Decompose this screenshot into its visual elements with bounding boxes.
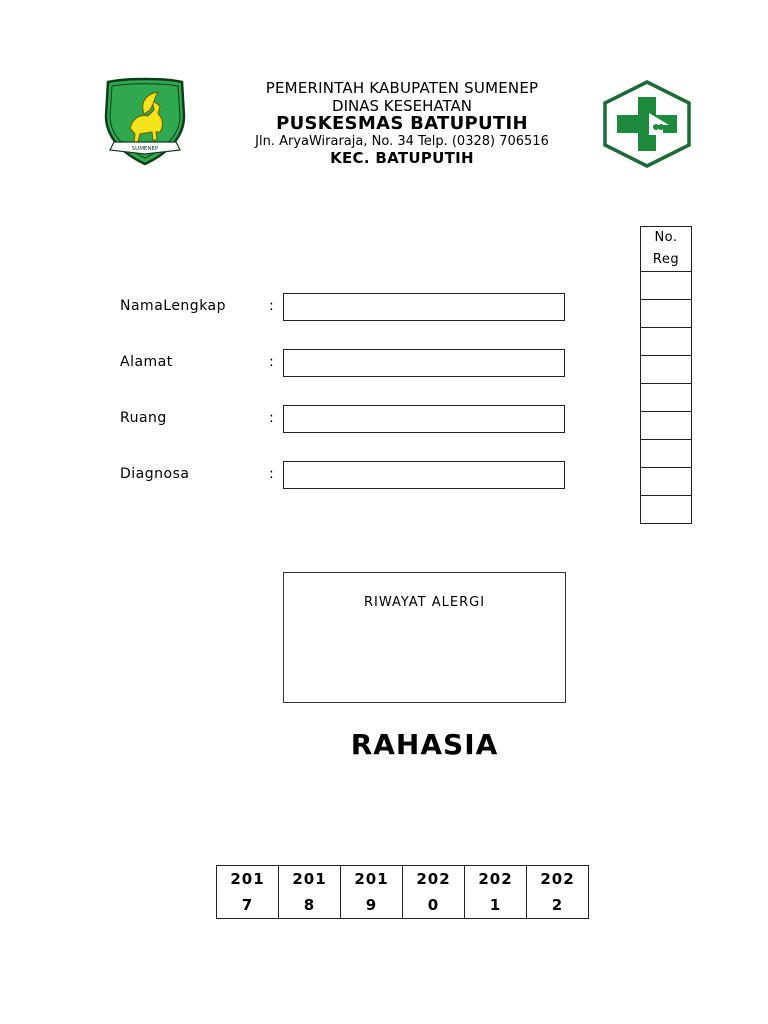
year-label: 2022 <box>540 870 575 914</box>
year-cell-2022[interactable] <box>527 866 589 919</box>
year-label: 2018 <box>292 870 327 914</box>
registration-table <box>640 226 692 524</box>
department-title: DINAS KESEHATAN <box>332 97 472 115</box>
registration-cell[interactable] <box>641 300 692 328</box>
registration-cell[interactable] <box>641 412 692 440</box>
diagnosis-colon: : <box>269 466 274 482</box>
allergy-history-box[interactable] <box>283 572 566 703</box>
diagnosis-label: Diagnosa <box>120 466 190 482</box>
registration-cell[interactable] <box>641 496 692 524</box>
full-name-colon: : <box>269 298 274 314</box>
address-field[interactable] <box>283 349 565 377</box>
allergy-history-title: RIWAYAT ALERGI <box>363 595 486 610</box>
year-label: 2017 <box>230 870 265 914</box>
registration-cell[interactable] <box>641 440 692 468</box>
year-label: 2019 <box>354 870 389 914</box>
address-label: Alamat <box>120 354 173 370</box>
year-cell-2020[interactable] <box>403 866 465 919</box>
year-cell-2018[interactable] <box>279 866 341 919</box>
year-cell-2021[interactable] <box>465 866 527 919</box>
full-name-field[interactable] <box>283 293 565 321</box>
room-label: Ruang <box>120 410 167 426</box>
clinic-address: Jln. AryaWiraraja, No. 34 Telp. (0328) 706516 <box>255 134 549 149</box>
confidential-label: RAHASIA <box>350 728 499 761</box>
clinic-title: PUSKESMAS BATUPUTIH <box>276 113 528 134</box>
full-name-label: NamaLengkap <box>120 298 227 314</box>
diagnosis-field[interactable] <box>283 461 565 489</box>
district-title: KEC. BATUPUTIH <box>330 149 474 167</box>
registration-header <box>641 227 692 272</box>
crest-banner-text: SUMENEP <box>131 146 159 152</box>
year-cell-2017[interactable] <box>217 866 279 919</box>
registration-header-label: No. Reg <box>652 230 680 267</box>
address-colon: : <box>269 354 274 370</box>
government-title: PEMERINTAH KABUPATEN SUMENEP <box>265 79 539 97</box>
year-label: 2021 <box>478 870 513 914</box>
puskesmas-logo <box>601 79 693 169</box>
sumenep-crest-logo <box>100 76 190 166</box>
registration-cell[interactable] <box>641 328 692 356</box>
year-label: 2020 <box>416 870 451 914</box>
year-table <box>216 865 589 919</box>
registration-cell[interactable] <box>641 272 692 300</box>
year-cell-2019[interactable] <box>341 866 403 919</box>
registration-cell[interactable] <box>641 468 692 496</box>
registration-cell[interactable] <box>641 356 692 384</box>
room-colon: : <box>269 410 274 426</box>
room-field[interactable] <box>283 405 565 433</box>
registration-cell[interactable] <box>641 384 692 412</box>
